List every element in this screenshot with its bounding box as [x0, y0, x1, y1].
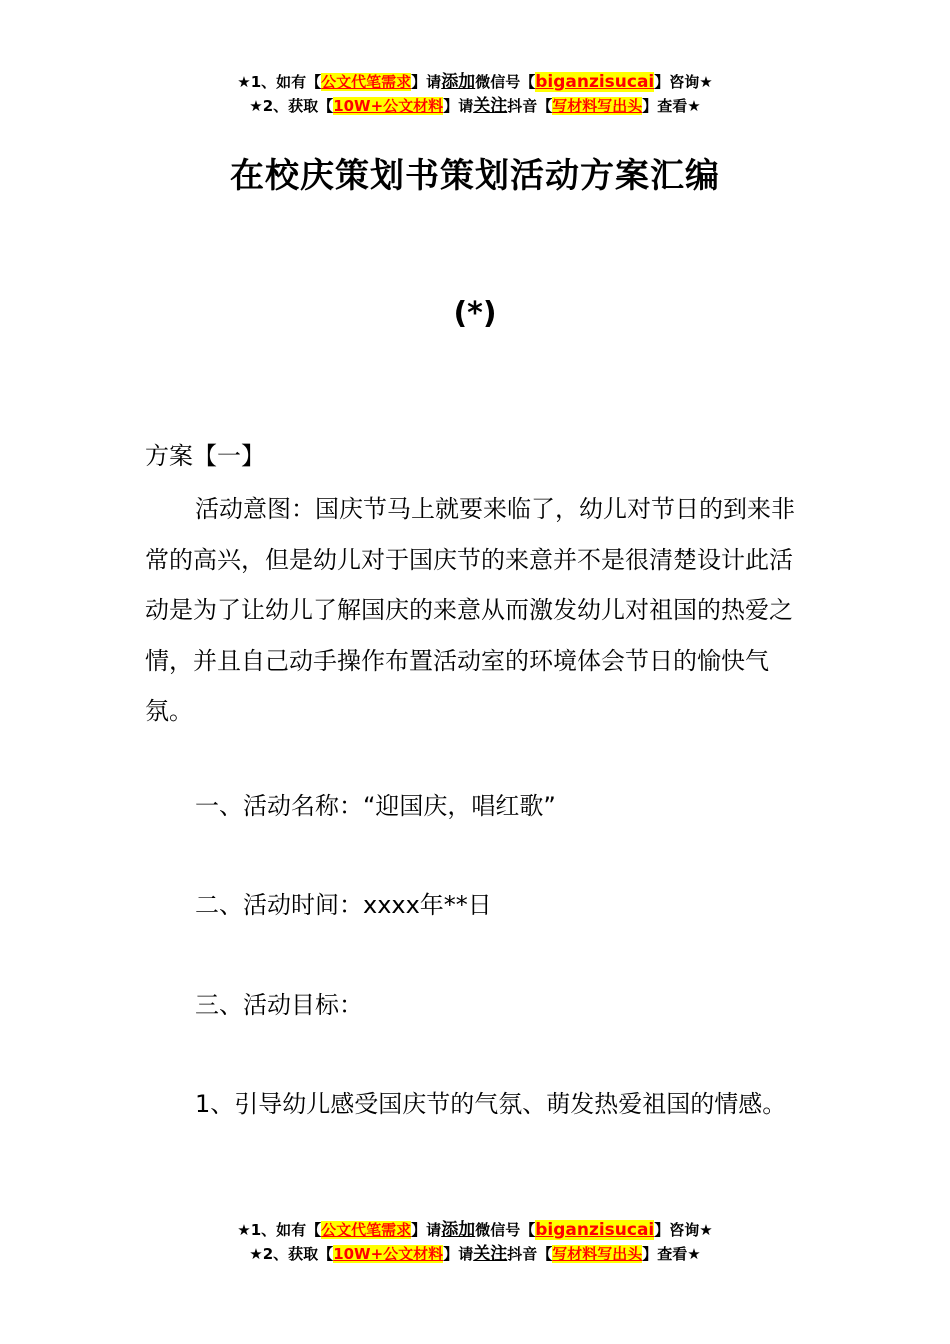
activity-time-item: 二、活动时间：xxxx年**日	[195, 891, 492, 919]
promo-text: 】请	[443, 97, 474, 115]
promo-highlight: 公文代笔需求	[321, 1221, 412, 1239]
promo-line-1	[0, 1218, 950, 1242]
promo-line-2	[0, 1242, 950, 1266]
promo-text: 】请	[443, 1245, 474, 1263]
promo-highlight: biganzisucai	[535, 72, 655, 92]
promo-text: ★1、如有【	[237, 1221, 322, 1239]
promo-highlight: 写材料写出头	[552, 1245, 643, 1263]
promo-text: 微信号【	[475, 73, 536, 91]
promo-text: ★2、获取【	[249, 97, 334, 115]
activity-goal-item: 1、引导幼儿感受国庆节的气氛、萌发热爱祖国的情感。	[195, 1090, 787, 1118]
promo-highlight: 10W+公文材料	[333, 97, 444, 115]
promo-text: 微信号【	[475, 1221, 536, 1239]
promo-line-1	[0, 70, 950, 94]
intro-paragraph: 活动意图：国庆节马上就要来临了，幼儿对节日的到来非常的高兴，但是幼儿对于国庆节的来意并不是很清楚设计此活动是为了让幼儿了解国庆的来意从而激发幼儿对祖国的热爱之情，并且自己动手操作布置活动室的环境体会节日的愉快气氛。	[145, 495, 795, 725]
section-heading: 方案【一】	[145, 442, 265, 470]
activity-name-item: 一、活动名称：“迎国庆，唱红歌”	[195, 792, 556, 820]
promo-line-2	[0, 94, 950, 118]
promo-emphasis: 关注	[473, 1244, 508, 1264]
promo-text: 】请	[411, 1221, 442, 1239]
activity-goal-heading: 三、活动目标：	[195, 991, 363, 1019]
promo-text: 】咨询★	[654, 73, 713, 91]
promo-banner-top	[0, 70, 950, 118]
promo-highlight: biganzisucai	[535, 1220, 655, 1240]
promo-text: 抖音【	[507, 97, 553, 115]
promo-text: ★1、如有【	[237, 73, 322, 91]
promo-text: 】查看★	[642, 1245, 701, 1263]
promo-text: 】咨询★	[654, 1221, 713, 1239]
promo-text: 】查看★	[642, 97, 701, 115]
promo-banner-bottom	[0, 1218, 950, 1266]
promo-emphasis: 添加	[441, 72, 476, 92]
promo-highlight: 写材料写出头	[552, 97, 643, 115]
promo-emphasis: 添加	[441, 1220, 476, 1240]
promo-highlight: 公文代笔需求	[321, 73, 412, 91]
document-subtitle: (*)	[453, 296, 497, 331]
document-title: 在校庆策划书策划活动方案汇编	[230, 156, 720, 196]
promo-text: ★2、获取【	[249, 1245, 334, 1263]
promo-emphasis: 关注	[473, 96, 508, 116]
promo-highlight: 10W+公文材料	[333, 1245, 444, 1263]
promo-text: 抖音【	[507, 1245, 553, 1263]
promo-text: 】请	[411, 73, 442, 91]
